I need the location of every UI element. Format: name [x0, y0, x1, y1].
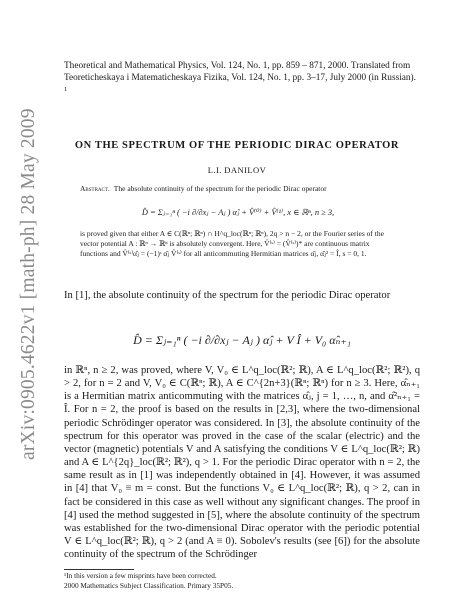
footnotes [64, 571, 420, 591]
arxiv-stamp: arXiv:0905.4622v1 [math-ph] 28 May 2009 [18, 108, 39, 460]
paper-title: ON THE SPECTRUM OF THE PERIODIC DIRAC OPERATOR [74, 140, 400, 151]
footnote-mark: 1 [64, 86, 68, 94]
abstract-continuation: is proved given that either A ∈ C(ℝⁿ; ℝⁿ) ∩ H^q_loc(ℝⁿ; ℝⁿ), 2q > n − 2, or the Fourier series of the vector potential A : ℝⁿ → ℝⁿ is absolutely convergent. Here, V̂⁽ˢ⁾ = (V̂⁽ˢ⁾)* are continuous matrix functions and V̂⁽ˢ⁾α̂ⱼ = (−1)ˢ α̂ⱼ V̂⁽ˢ⁾ for all anticommuting Hermitian matrices α̂ⱼ, α̂ⱼ² = Î, s = 0, 1. [80, 229, 384, 258]
intro-paragraph: In [1], the absolute continuity of the spectrum for the periodic Dirac operator [64, 290, 391, 301]
msc-classification: 2000 Mathematics Subject Classification. Primary 35P05. [64, 581, 234, 590]
abstract-intro [80, 184, 396, 194]
footnote-1: ¹In this version a few misprints have been corrected. [64, 571, 217, 580]
author-name: L.I. DANILOV [207, 165, 267, 175]
abstract-equation: D̂ = Σⱼ₌₁ⁿ ( −i ∂/∂xⱼ − Aⱼ ) α̂ⱼ + V̂⁽⁰⁾ + V̂⁽¹⁾, x ∈ ℝⁿ, n ≥ 3, [141, 208, 335, 217]
publication-info-text: Theoretical and Mathematical Physics, Vol. 124, No. 1, pp. 859 – 871, 2000. Translated from Teoreticheskaya i Matematicheskaya Fizika, Vol. 124, No. 1, pp. 3–17, July 2000 (in Russian). [64, 61, 416, 84]
footnote-rule [64, 569, 134, 570]
abstract-text: The absolute continuity of the spectrum for the periodic Dirac operator [113, 184, 327, 193]
abstract-label: Abstract. [80, 184, 110, 193]
publication-info [64, 60, 420, 100]
dirac-operator-equation: D̂ = Σⱼ₌₁ⁿ ( −i ∂/∂xⱼ − Aⱼ ) α̂ⱼ + V Î + V₀ α̂ₙ₊₁ [133, 333, 351, 347]
body-paragraph: in ℝⁿ, n ≥ 2, was proved, where V, V₀ ∈ L^q_loc(ℝ²; ℝ), A ∈ L^q_loc(ℝ²; ℝ²), q > 2, for n = 2 and V, V₀ ∈ C(ℝⁿ; ℝ), A ∈ C^{2n+3}(ℝⁿ; ℝⁿ) for n ≥ 3. Here, α̂ₙ₊₁ is a Hermitian matrix anticommuting with the matrices α̂ⱼ, j = 1, …, n, and α̂²ₙ₊₁ = Î. For n = 2, the proof is based on the results in [2,3], where the two-dimensional periodic Schrödinger operator was considered. In [3], the absolute continuity of the spectrum for this operator was proved in the case of the scalar (electric) and the vector (magnetic) potentials V and A satisfying the conditions V ∈ L^q_loc(ℝ²; ℝ) and A ∈ L^{2q}_loc(ℝ²; ℝ²), q > 1. For the periodic Dirac operator with n = 2, the same result as in [1] was independently obtained in [4]. However, it was assumed in [4] that V₀ ≡ m = const. But the functions V₀ ∈ L^q_loc(ℝ²; ℝ), q > 2, can in fact be considered in this case as well without any significant changes. The proof in [4] used the method suggested in [5], where the absolute continuity of the spectrum was established for the two-dimensional Dirac operator with the periodic potential V ∈ L^q_loc(ℝ²; ℝ), q > 2 (and A ≡ 0). Sobolev's results (see [6]) for the absolute continuity of the spectrum of the Schrödinger [64, 365, 420, 561]
